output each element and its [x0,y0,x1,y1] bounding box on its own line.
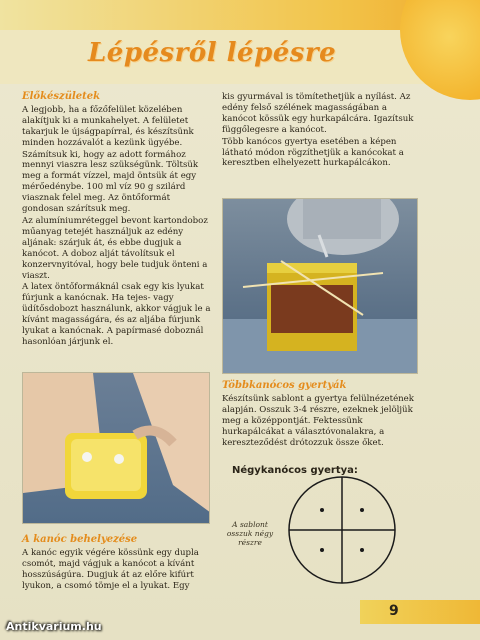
corner-decoration [400,0,480,100]
page-number: 9 [389,603,399,619]
candle-pouring-photo [222,198,418,374]
diagram-note: A sablont osszuk négy részre [226,520,274,547]
section-heading-preparation: Előkészületek [22,91,101,102]
multiwick-paragraph: Készítsünk sablont a gyertya felülnézetének alapján. Osszuk 3-4 részre, ezeknek jelöljük meg a középpontját. Fektessünk hurkapálcákat a választóvonalakra, a kereszteződést drótozzuk össze őket. [222,394,414,448]
left-column [22,92,212,349]
paragraph: A latex öntőformáknál csak egy kis lyukat fúrjunk a kanócnak. Ha tejes- vagy üdítősdobozt használunk, akkor vágjuk le a kívánt magasságára, és az aljába fúrjunk lyukat a kanócnak. A papírmasé doboznál hasonlóan járjunk el. [22,282,211,347]
right-column [222,92,418,170]
paragraph: kis gyurmával is tömítethetjük a nyílást. Az edény felső szélének magasságában a kanócot kössük egy hurkapálcára. Igazítsuk függőlegesre a kanócot. [222,92,414,135]
four-wick-diagram [286,474,398,586]
paragraph: Több kanócos gyertya esetében a képen látható módon rögzíthetjük a kanócokat a keresztben elhelyezett hurkapálcákon. [222,136,404,169]
page-title: Lépésről lépésre [88,38,337,68]
candle-pouring-illustration [223,199,418,374]
watermark: Antikvarium.hu [6,620,102,633]
wick-insertion-photo [22,372,210,524]
paragraph: Az alumíniumréteggel bevont kartondoboz műanyag tetejét használjuk az edény aljának: szárjuk át, és ebbe dugjuk a kanócot. A doboz alját távolítsuk el konzervnyitóval, hogy bele tudjuk önteni a viaszt. [22,215,208,281]
paragraph: A legjobb, ha a főzőfelület közelében alakítjuk ki a munkahelyet. A felületet takarjuk le újságpapírral, és készítsünk minden hozzávalót a kezünk ügyébe. [22,104,194,148]
paragraph: Számítsuk ki, hogy az adott formához mennyi viaszra lesz szükségünk. Töltsük meg a formát vízzel, majd öntsük át egy mérőedénybe. 100 ml víz 90 g szilárd viasznak felel meg. Az öntőformát gondosan szárítsuk meg. [22,149,199,215]
section-heading-wick: A kanóc behelyezése [22,534,138,545]
section-heading-multiwick: Többkanócos gyertyák [222,380,347,391]
wick-paragraph: A kanóc egyik végére kössünk egy dupla csomót, majd vágjuk a kanócot a kívánt hosszúságúra. Dugjuk át az előre kifúrt lyukon, a csomó tömje el a lyukat. Egy [22,548,199,591]
diagram-title: Négykanócos gyertya: [232,465,358,476]
page-number-bar [360,600,480,624]
wick-insertion-illustration [23,373,210,524]
